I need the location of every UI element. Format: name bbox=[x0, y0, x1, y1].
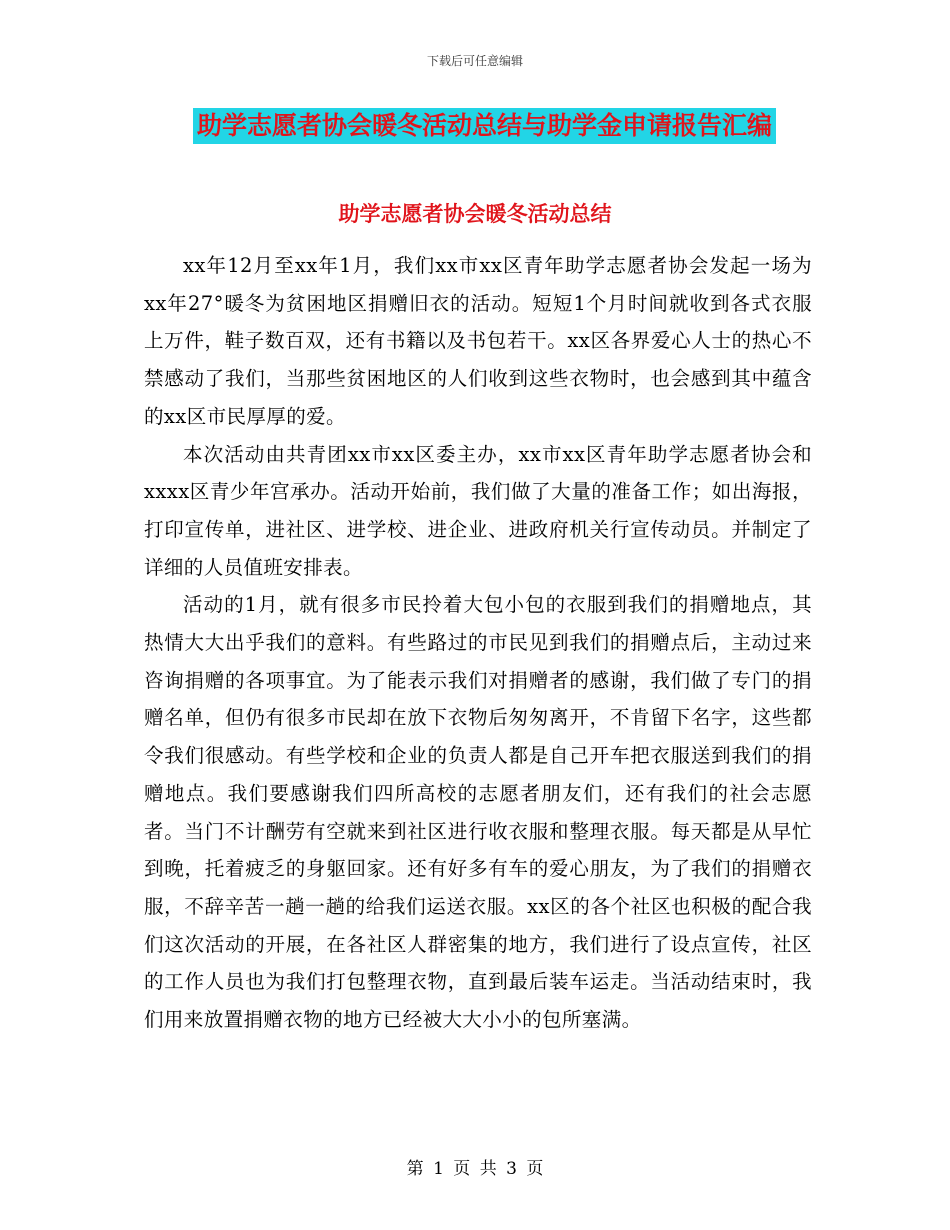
document-body bbox=[144, 247, 812, 1039]
header-note: 下载后可任意编辑 bbox=[426, 54, 523, 68]
page-footer: 第 1 页 共 3 页 bbox=[406, 1159, 544, 1179]
paragraph-1: xx年12月至xx年1月，我们xx市xx区青年助学志愿者协会发起一场为xx年27°暖冬为贫困地区捐赠旧衣的活动。短短1个月时间就收到各式衣服上万件，鞋子数百双，还有书籍以及书包若干。xx区各界爱心人士的热心不禁感动了我们，当那些贫困地区的人们收到这些衣物时，也会感到其中蕴含的xx区市民厚厚的爱。 bbox=[144, 254, 812, 428]
document-main-title: 助学志愿者协会暖冬活动总结与助学金申请报告汇编 bbox=[193, 108, 776, 144]
section-title: 助学志愿者协会暖冬活动总结 bbox=[338, 202, 612, 226]
paragraph-2: 本次活动由共青团xx市xx区委主办，xx市xx区青年助学志愿者协会和xxxx区青少年宫承办。活动开始前，我们做了大量的准备工作；如出海报，打印宣传单，进社区、进学校、进企业、进政府机关行宣传动员。并制定了详细的人员值班安排表。 bbox=[144, 442, 812, 579]
paragraph-3: 活动的1月，就有很多市民拎着大包小包的衣服到我们的捐赠地点，其热情大大出乎我们的意料。有些路过的市民见到我们的捐赠点后，主动过来咨询捐赠的各项事宜。为了能表示我们对捐赠者的感谢，我们做了专门的捐赠名单，但仍有很多市民却在放下衣物后匆匆离开，不肯留下名字，这些都令我们很感动。有些学校和企业的负责人都是自己开车把衣服送到我们的捐赠地点。我们要感谢我们四所高校的志愿者朋友们，还有我们的社会志愿者。当门不计酬劳有空就来到社区进行收衣服和整理衣服。每天都是从早忙到晚，托着疲乏的身躯回家。还有好多有车的爱心朋友，为了我们的捐赠衣服，不辞辛苦一趟一趟的给我们运送衣服。xx区的各个社区也积极的配合我们这次活动的开展，在各社区人群密集的地方，我们进行了设点宣传，社区的工作人员也为我们打包整理衣物，直到最后装车运走。当活动结束时，我们用来放置捐赠衣物的地方已经被大大小小的包所塞满。 bbox=[144, 593, 812, 1032]
